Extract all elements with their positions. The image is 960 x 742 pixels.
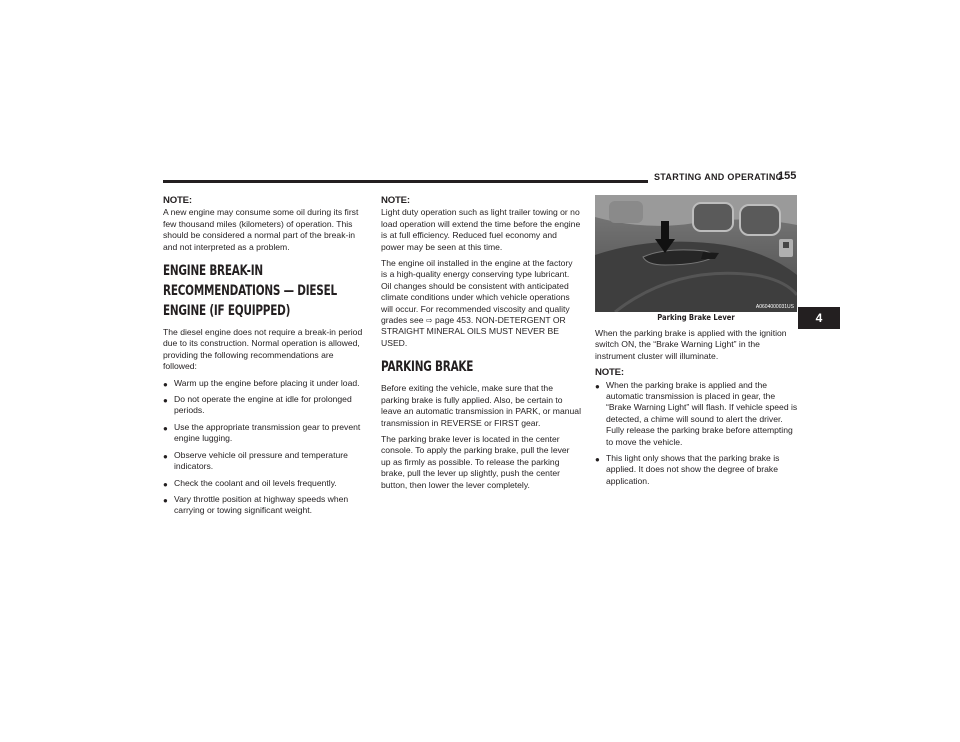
image-code: A0604000031US — [755, 304, 794, 310]
section-heading-break-in: ENGINE BREAK-IN RECOMMENDATIONS — DIESEL ENGINE (IF EQUIPPED) — [163, 263, 337, 320]
page-reference-arrow-icon[interactable]: ⇨ — [425, 316, 433, 326]
list-item — [595, 453, 798, 487]
warning-light-list — [595, 380, 798, 488]
list-item-text: Do not operate the engine at idle for prolonged periods. — [174, 394, 352, 416]
list-item — [163, 422, 363, 445]
column-right — [595, 328, 798, 492]
bullet-icon: ● — [163, 495, 168, 505]
note-text: Light duty operation such as light trailer towing or no load operation will extend the time before the engine is at full efficiency. Reduced fuel economy and power may be seen at this time. — [381, 207, 581, 252]
list-item-text: When the parking brake is applied and the automatic transmission is placed in gear, the “Brake Warning Light” will flash. If vehicle speed is detected, a chime will sound to alert the driver. Fully release the parking brake before attempting to move the vehicle. — [606, 379, 798, 447]
bullet-icon: ● — [163, 451, 168, 461]
column-left — [163, 195, 363, 522]
bullet-icon: ● — [163, 396, 168, 406]
bullet-icon: ● — [595, 455, 600, 465]
note-text: A new engine may consume some oil during its first few thousand miles (kilometers) of operation. This should be considered a normal part of the break-in and not interpreted as a problem. — [163, 207, 359, 252]
list-item — [163, 378, 363, 389]
list-item-text: Vary throttle position at highway speeds when carrying or towing significant weight. — [174, 493, 349, 516]
parking-brake-para-2: The parking brake lever is located in the center console. To apply the parking brake, pull the lever up as firmly as possible. To release the parking brake, pull the lever up slightly, push the center button, then lower the lever completely. — [381, 433, 570, 490]
section-heading-parking-brake: PARKING BRAKE — [381, 359, 474, 376]
warning-light-paragraph: When the parking brake is applied with the ignition switch ON, the “Brake Warning Light” in the instrument cluster will illuminate. — [595, 328, 787, 361]
list-item-text: Use the appropriate transmission gear to prevent engine lugging. — [174, 421, 361, 444]
column-middle — [381, 195, 581, 496]
parking-brake-lever-photo — [595, 195, 797, 312]
chapter-tab[interactable]: 4 — [798, 307, 840, 329]
break-in-intro: The diesel engine does not require a break-in period due to its construction. Normal operation is allowed, providing the following recommendations are followed: — [163, 327, 363, 372]
figure-caption: Parking Brake Lever — [657, 313, 735, 322]
break-in-list — [163, 378, 363, 517]
list-item — [163, 394, 363, 417]
bullet-icon: ● — [163, 479, 168, 489]
list-item-text: This light only shows that the parking brake is applied. It does not show the degree of brake application. — [606, 453, 780, 486]
oil-text-after[interactable]: page 453. NON-DETERGENT OR STRAIGHT MINERAL OILS MUST NEVER BE USED. — [381, 315, 566, 348]
note-label: NOTE: — [163, 195, 192, 206]
list-item — [595, 380, 798, 448]
oil-text-before: The engine oil installed in the engine at the factory is a high-quality energy conserving type lubricant. Oil changes should be consistent with anticipated climate conditions under which vehicle operations will occur. For recommended viscosity and quality grades see — [381, 258, 573, 326]
list-item — [163, 478, 363, 489]
list-item — [163, 450, 363, 473]
bullet-icon: ● — [595, 381, 600, 391]
note-label: NOTE: — [595, 367, 624, 379]
parking-brake-para-1: Before exiting the vehicle, make sure that the parking brake is fully applied. Also, be certain to leave an automatic transmission in PARK, or manual transmission in REVERSE or FIRST gear. — [381, 383, 581, 428]
bullet-icon: ● — [163, 379, 168, 389]
list-item-text: Warm up the engine before placing it under load. — [174, 377, 360, 388]
note-label: NOTE: — [381, 195, 410, 206]
page-number: 155 — [778, 170, 797, 182]
header-rule — [163, 180, 648, 183]
list-item-text: Check the coolant and oil levels frequently. — [174, 477, 337, 488]
section-title: STARTING AND OPERATING — [654, 172, 783, 182]
bullet-icon: ● — [163, 423, 168, 433]
list-item — [163, 494, 363, 517]
list-item-text: Observe vehicle oil pressure and temperature indicators. — [174, 449, 348, 472]
parking-brake-illustration — [595, 195, 797, 312]
engine-oil-paragraph — [381, 258, 581, 349]
